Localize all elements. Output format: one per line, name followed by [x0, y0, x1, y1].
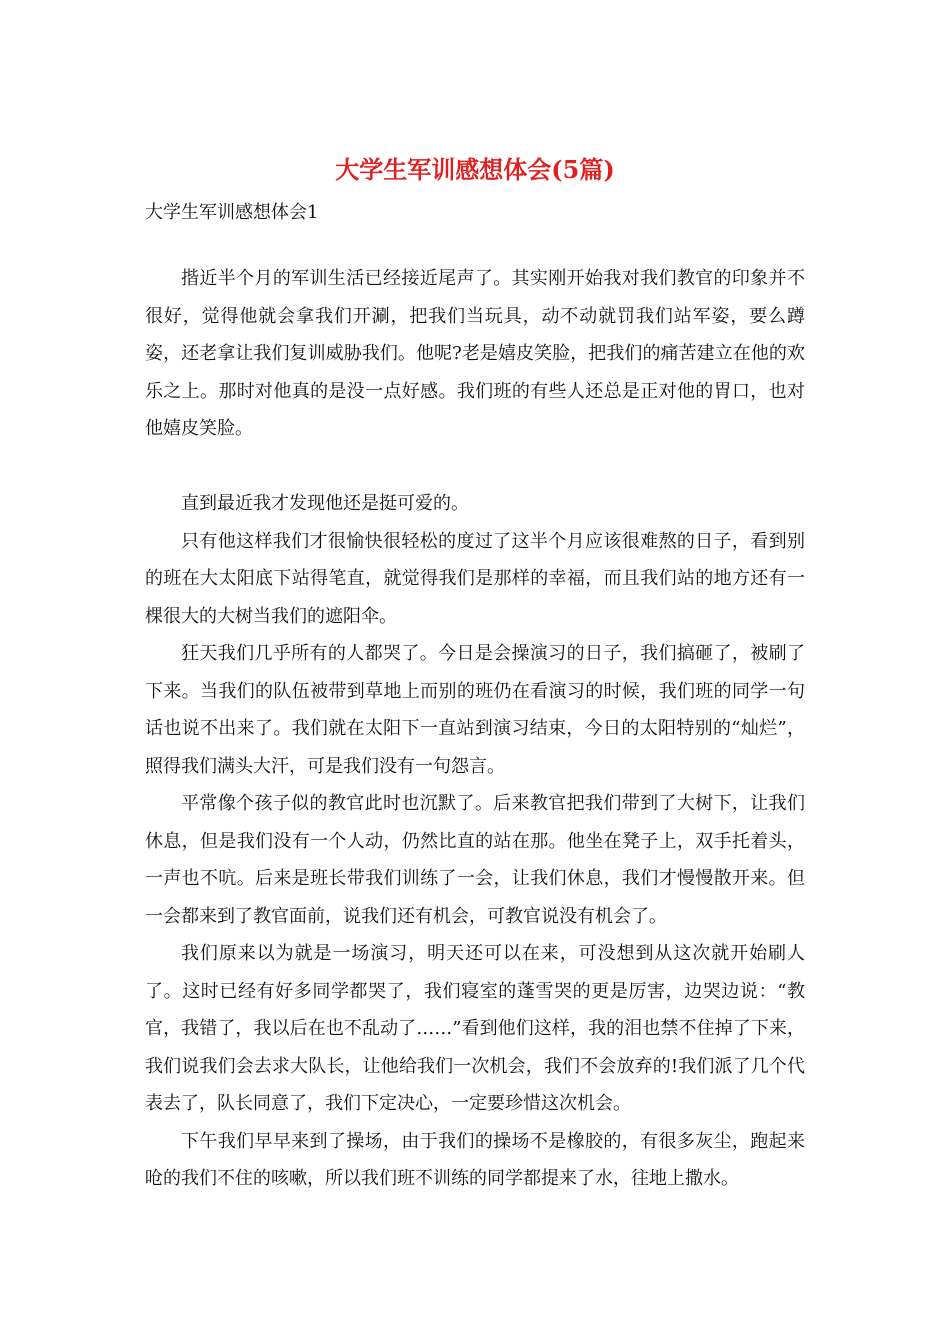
paragraph-3: 只有他这样我们才很愉快很轻松的度过了这半个月应该很难熬的日子，看到别的班在大太阳底下站得笔直，就觉得我们是那样的幸福，而且我们站的地方还有一棵很大的大树当我们的遮阳伞。: [145, 530, 805, 627]
document-title: 大学生军训感想体会(5篇): [335, 155, 615, 184]
paragraph-1: 揩近半个月的军训生活已经接近尾声了。其实刚开始我对我们教官的印象并不很好，觉得他就会拿我们开涮，把我们当玩具，动不动就罚我们站军姿，要么蹲姿，还老拿让我们复训威胁我们。他呢?老是嬉皮笑脸，把我们的痛苦建立在他的欢乐之上。那时对他真的是没一点好感。我们班的有些人还总是正对他的胃口，也对他嬉皮笑脸。: [145, 268, 805, 439]
paragraph-7: 下午我们早早来到了操场，由于我们的操场不是橡胶的，有很多灰尘，跑起来呛的我们不住的咳嗽，所以我们班不训练的同学都提来了水，往地上撒水。: [145, 1130, 805, 1189]
paragraph-5: 平常像个孩子似的教官此时也沉默了。后来教官把我们带到了大树下，让我们休息，但是我们没有一个人动，仍然比直的站在那。他坐在凳子上，双手托着头，一声也不吭。后来是班长带我们训练了一会，让我们休息，我们才慢慢散开来。但一会都来到了教官面前，说我们还有机会，可教官说没有机会了。: [145, 793, 805, 927]
paragraph-spacer: [145, 448, 805, 486]
paragraph-4: 狂天我们几乎所有的人都哭了。今日是会操演习的日子，我们搞砸了，被刷了下来。当我们的队伍被带到草地上而别的班仍在看演习的时候，我们班的同学一句话也说不出来了。我们就在太阳下一直站到演习结束，今日的太阳特别的“灿烂”，照得我们满头大汗，可是我们没有一句怨言。: [145, 643, 805, 777]
section-heading: 大学生军训感想体会1: [145, 202, 319, 223]
document-page: [145, 150, 805, 1198]
paragraph-6: 我们原来以为就是一场演习，明天还可以在来，可没想到从这次就开始刷人了。这时已经有好多同学都哭了，我们寝室的蓬雪哭的更是厉害，边哭边说：“教官，我错了，我以后在也不乱动了……”看到他们这样，我的泪也禁不住掉了下来，我们说我们会去求大队长，让他给我们一次机会，我们不会放弃的!我们派了几个代表去了，队长同意了，我们下定决心，一定要珍惜这次机会。: [145, 943, 805, 1114]
paragraph-2: 直到最近我才发现他还是挺可爱的。: [181, 493, 469, 514]
